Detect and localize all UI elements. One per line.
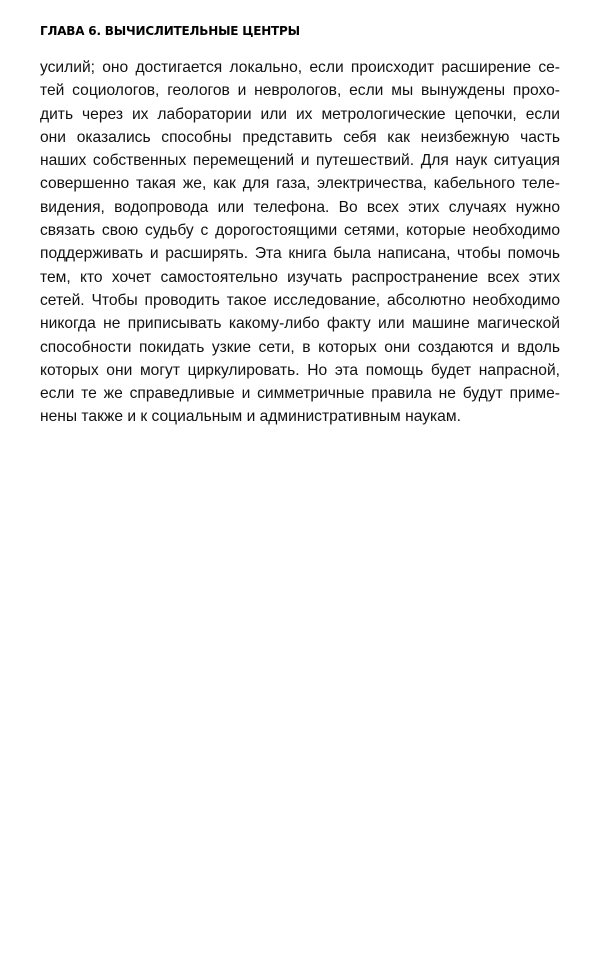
text-line: способности покидать узкие сети, в которых они создаются и вдоль bbox=[40, 338, 560, 356]
text-line: поддерживать и расширять. Эта книга была написана, чтобы помочь bbox=[40, 245, 560, 263]
text-line: которых они могут циркулировать. Но эта помощь будет напрасной, bbox=[40, 361, 560, 379]
text-line: они оказались способны представить себя как неизбежную часть bbox=[40, 128, 560, 146]
text-line: усилий; оно достигается локально, если происходит расширение се- bbox=[40, 59, 560, 76]
text-line: никогда не приписывать какому-либо факту или машине магической bbox=[40, 315, 560, 333]
text-line: дить через их лаборатории или их метрологические цепочки, если bbox=[40, 105, 560, 123]
text-line: сетей. Чтобы проводить такое исследование, абсолютно необходимо bbox=[40, 291, 560, 309]
text-line: нены также и к социальным и административным наукам. bbox=[40, 408, 461, 426]
text-line: если те же справедливые и симметричные правила не будут приме- bbox=[40, 385, 560, 403]
running-head: ГЛАВА 6. ВЫЧИСЛИТЕЛЬНЫЕ ЦЕНТРЫ bbox=[40, 24, 300, 38]
text-line: тем, кто хочет самостоятельно изучать распространение всех этих bbox=[40, 268, 560, 286]
body-paragraph bbox=[40, 56, 560, 429]
text-line: наших собственных перемещений и путешествий. Для наук ситуация bbox=[40, 152, 560, 170]
text-line: тей социологов, геологов и неврологов, если мы вынуждены прохо- bbox=[40, 82, 560, 100]
text-line: совершенно такая же, как для газа, электричества, кабельного теле- bbox=[40, 175, 560, 193]
text-line: видения, водопровода или телефона. Во всех этих случаях нужно bbox=[40, 198, 560, 216]
text-line: связать свою судьбу с дорогостоящими сетями, которые необходимо bbox=[40, 222, 560, 240]
